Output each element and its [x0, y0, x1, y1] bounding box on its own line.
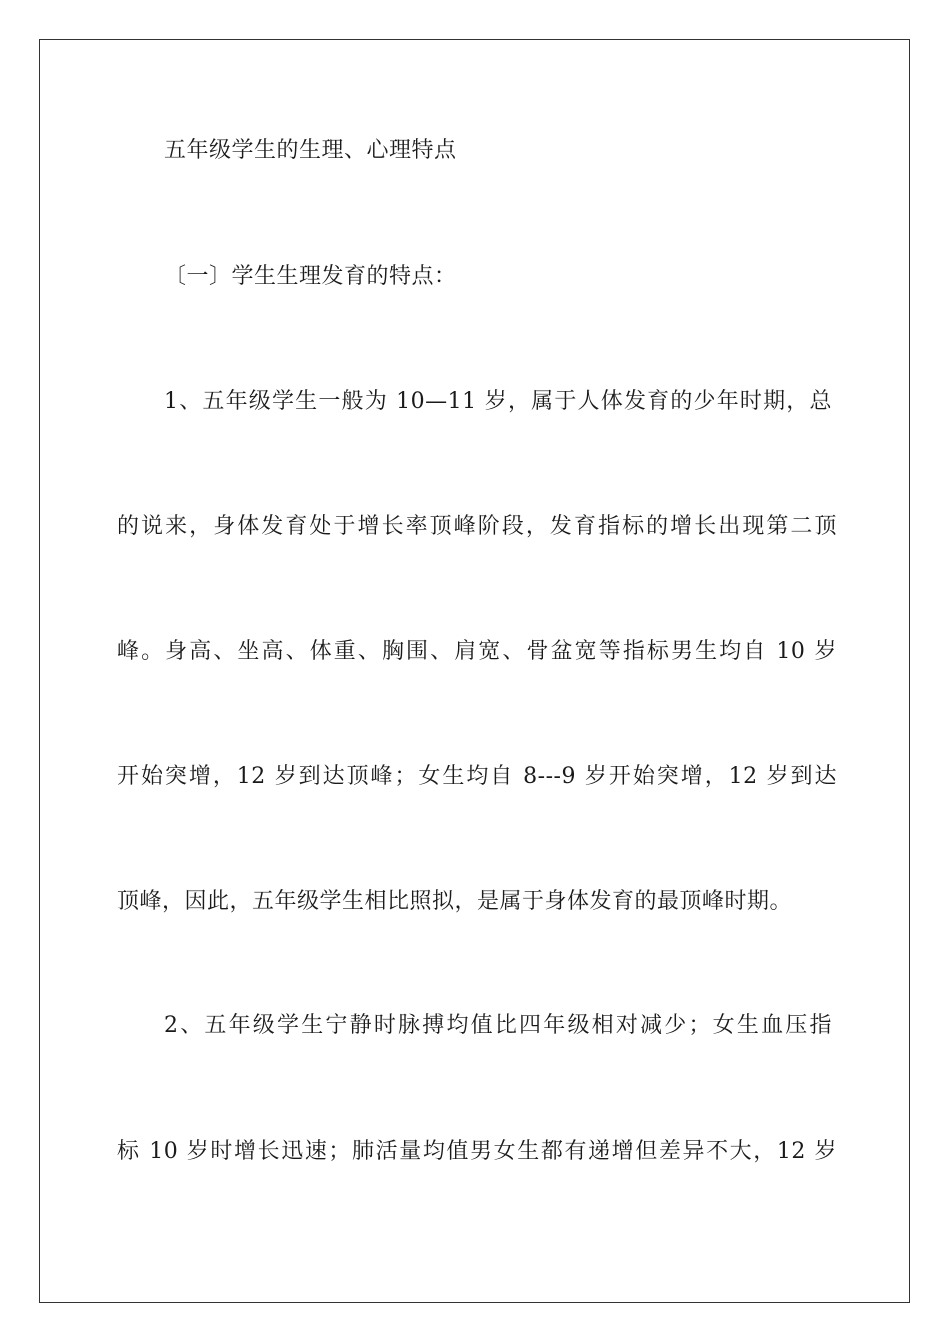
page-border: [39, 39, 910, 1303]
paragraph-2-line-1: 2、五年级学生宁静时脉搏均值比四年级相对减少；女生血压指: [164, 1013, 832, 1038]
paragraph-1-line-2: 的说来，身体发育处于增长率顶峰阶段，发育指标的增长出现第二顶: [117, 514, 837, 539]
paragraph-1-line-4: 开始突增，12 岁到达顶峰；女生均自 8---9 岁开始突增，12 岁到达: [117, 764, 837, 789]
paragraph-1-line-5: 顶峰，因此，五年级学生相比照拟，是属于身体发育的最顶峰时期。: [117, 889, 793, 914]
paragraph-1-line-1: 1、五年级学生一般为 10—11 岁，属于人体发育的少年时期，总: [164, 389, 832, 414]
paragraph-1-line-3: 峰。身高、坐高、体重、胸围、肩宽、骨盆宽等指标男生均自 10 岁: [117, 639, 837, 664]
section-heading: 〔一〕学生生理发育的特点：: [164, 264, 457, 289]
document-title: 五年级学生的生理、心理特点: [164, 138, 457, 163]
paragraph-2-line-2: 标 10 岁时增长迅速；肺活量均值男女生都有递增但差异不大，12 岁: [117, 1139, 837, 1164]
